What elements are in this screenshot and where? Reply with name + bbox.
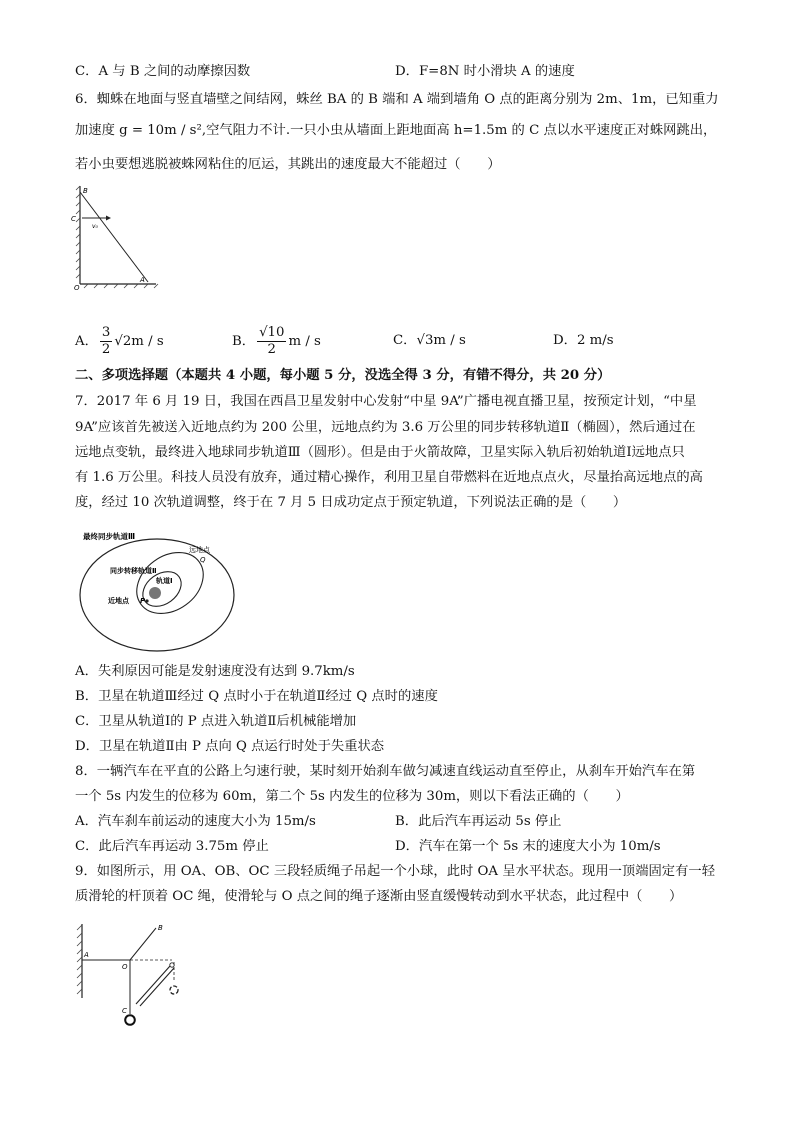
q8-option-d: D．汽车在第一个 5s 末的速度大小为 10m/s [395,839,661,854]
fig-label-c: C [71,215,76,223]
spider-web-figure [68,182,160,292]
fig-label-orbit2: 同步转移轨道Ⅱ [110,567,157,575]
fig-label-far: 远地点 [189,546,210,554]
q6-stem-line2: 加速度 g = 10m / s²,空气阻力不计.一只小虫从墙面上距地面高 h=1.5m 的 C 点以水平速度正对蛛网跳出， [75,123,717,138]
q6-option-a [75,322,164,362]
q6-option-b-prefix: B． [232,334,256,349]
q6-stem-line1: 6．蜘蛛在地面与竖直墙壁之间结网，蛛丝 BA 的 B 端和 A 端到墙角 O 点的距离分别为 2m、1m，已知重力 [75,92,719,107]
q5-option-d: D．F=8N 时小滑块 A 的速度 [395,64,575,79]
q7-stem-line4: 有 1.6 万公里。科技人员没有放弃，通过精心操作，利用卫星自带燃料在近地点点火，尽量抬高远地点的高 [75,470,703,485]
q7-stem-line3: 远地点变轨，最终进入地球同步轨道Ⅲ（圆形）。但是由于火箭故障，卫星实际入轨后初始轨道Ⅰ远地点只 [75,445,685,460]
q7-option-d: D．卫星在轨道Ⅱ由 P 点向 Q 点运行时处于失重状态 [75,739,385,754]
q7-stem-line5: 度，经过 10 次轨道调整，终于在 7 月 5 日成功定点于预定轨道，下列说法正确的是（ ） [75,495,627,510]
q9-stem-line2: 质滑轮的杆顶着 OC 绳，使滑轮与 O 点之间的绳子逐渐由竖直缓慢转动到水平状态，此过程中（ ） [75,889,683,904]
fig-label-c: C [122,1007,127,1015]
fig-label-orbit1: 轨道Ⅰ [156,577,173,585]
q6-option-d: D．2 m/s [553,333,614,348]
fig-label-o: O [74,284,80,292]
rope-pulley-figure [70,920,185,1030]
q6-option-a-prefix: A． [75,334,98,349]
q7-option-c: C．卫星从轨道Ⅰ的 P 点进入轨道Ⅱ后机械能增加 [75,714,357,729]
q6-option-a-value: √2m / s [114,334,164,349]
q8-option-b: B．此后汽车再运动 5s 停止 [395,814,562,829]
q6-option-b-fraction [257,325,286,358]
q7-option-b: B．卫星在轨道Ⅲ经过 Q 点时小于在轨道Ⅱ经过 Q 点时的速度 [75,689,438,704]
q6-option-b-numerator: √10 [259,325,285,340]
satellite-orbit-figure [76,525,236,653]
q8-option-c: C．此后汽车再运动 3.75m 停止 [75,839,269,854]
fig-label-b: B [158,924,163,932]
fig-label-orbit3: 最终同步轨道Ⅲ [83,532,136,541]
q6-option-b-value: m / s [288,334,321,349]
q6-option-b [232,322,321,362]
fig-label-o: O [122,963,128,971]
q6-option-a-numerator: 3 [101,325,111,340]
q7-stem-line1: 7．2017 年 6 月 19 日，我国在西昌卫星发射中心发射“中星 9A”广播电视直播卫星，按预定计划，“中星 [75,394,697,409]
fig-label-b: B [83,187,88,195]
fig-label-q: Q [200,556,206,564]
q6-option-c: C．√3m / s [393,333,466,348]
q6-stem-line3: 若小虫要想逃脱被蛛网粘住的厄运，其跳出的速度最大不能超过（ ） [75,157,501,172]
q5-option-c: C．A 与 B 之间的动摩擦因数 [75,64,251,79]
q7-option-a: A．失利原因可能是发射速度没有达到 9.7km/s [75,664,355,679]
fig-label-v0: v₀ [92,223,98,230]
section-heading: 二、多项选择题（本题共 4 小题，每小题 5 分，没选全得 3 分，有错不得分，共 20 分） [75,368,611,383]
q9-stem-line1: 9．如图所示，用 OA、OB、OC 三段轻质绳子吊起一个小球，此时 OA 呈水平状态。现用一顶端固定有一轻 [75,864,715,879]
fig-label-a: A [140,276,145,284]
fig-label-p: P [140,597,146,605]
q6-option-a-denominator: 2 [101,342,111,357]
q8-stem-line2: 一个 5s 内发生的位移为 60m，第二个 5s 内发生的位移为 30m，则以下看法正确的（ ） [75,789,629,804]
q6-option-a-fraction [100,325,112,358]
q6-option-b-denominator: 2 [267,342,277,357]
fig-label-a: A [84,951,89,959]
q7-stem-line2: 9A”应该首先被送入近地点约为 200 公里，远地点约为 3.6 万公里的同步转移轨道Ⅱ（椭圆），然后通过在 [75,420,696,435]
q8-option-a: A．汽车刹车前运动的速度大小为 15m/s [75,814,316,829]
q8-stem-line1: 8．一辆汽车在平直的公路上匀速行驶，某时刻开始刹车做匀减速直线运动直至停止，从刹车开始汽车在第 [75,764,696,779]
fig-label-near: 近地点 [108,597,129,605]
